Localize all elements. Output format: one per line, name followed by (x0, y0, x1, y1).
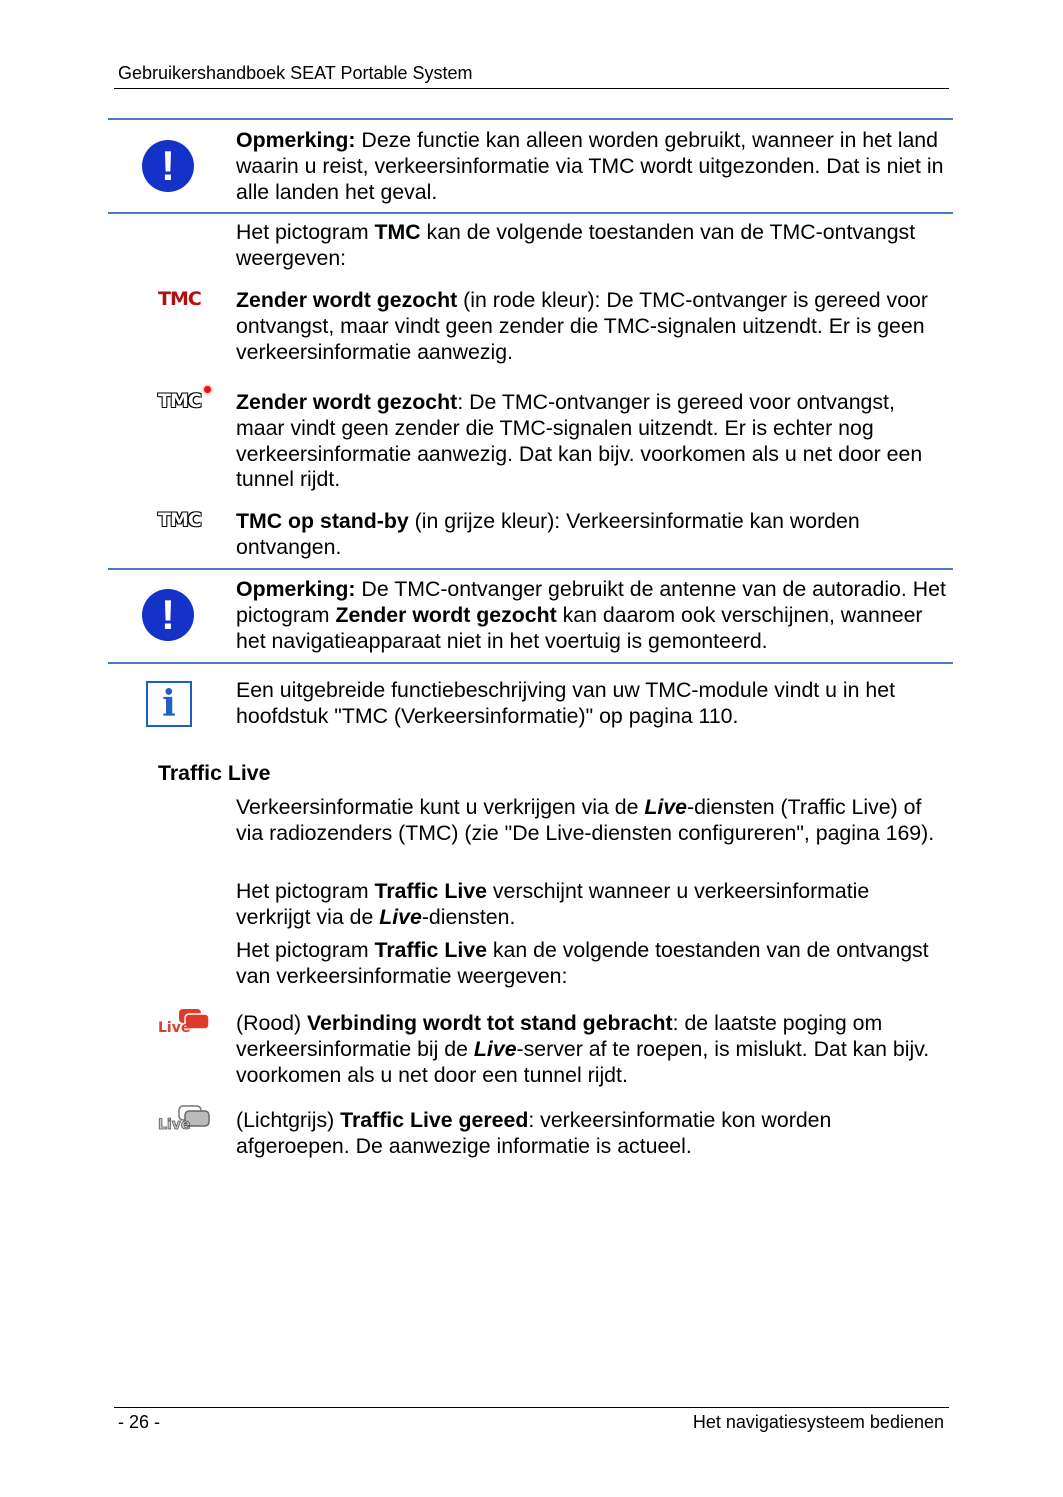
tmc-state-item: TMC op stand-by (in grijze kleur): Verkeersinformatie kan worden ontvangen. (236, 509, 860, 559)
traffic-live-red-icon (157, 1007, 211, 1040)
running-header: Gebruikershandboek SEAT Portable System (118, 63, 473, 83)
footer-section: Het navigatiesysteem bedienen (692, 1412, 944, 1432)
note-rule (108, 118, 953, 120)
note-rule (108, 568, 953, 570)
note-rule (108, 212, 953, 214)
exclamation-icon: ! (142, 589, 194, 641)
red-dot-icon (204, 386, 211, 393)
note-rule (108, 662, 953, 664)
note-text: Deze functie kan alleen worden gebruikt, wanneer in het land waarin u reist, verkeersinformatie via TMC wordt uitgezonden. Dat is niet in alle landen het geval. (236, 128, 944, 204)
note-paragraph (236, 128, 948, 205)
traffic-live-grey-icon (157, 1104, 211, 1137)
tmc-red-icon: TMC (158, 288, 201, 310)
note-paragraph: Opmerking: De TMC-ontvanger gebruikt de antenne van de autoradio. Het pictogram Zender wordt gezocht kan daarom ook verschijnen, wanneer het navigatieapparaat niet in het voertuig is gemonteerd. (236, 577, 946, 653)
tmc-searching-icon: TMC (158, 390, 201, 412)
tmc-state-item: Zender wordt gezocht (in rode kleur): De TMC-ontvanger is gereed voor ontvangst, maar vindt geen zender die TMC-signalen uitzendt. Er is geen verkeersinformatie aanwezig. (236, 288, 928, 364)
info-icon: i (146, 681, 192, 727)
exclamation-icon: ! (142, 140, 194, 192)
svg-text:Live: Live (158, 1117, 191, 1132)
tmc-standby-icon: TMC (158, 509, 201, 531)
section-heading: Traffic Live (158, 761, 271, 785)
traffic-live-state-item: (Lichtgrijs) Traffic Live gereed: verkeersinformatie kon worden afgeroepen. De aanwezige informatie is actueel. (236, 1108, 832, 1158)
paragraph: Het pictogram Traffic Live verschijnt wanneer u verkeersinformatie verkrijgt via de Live-diensten. (236, 879, 870, 929)
paragraph: Het pictogram Traffic Live kan de volgende toestanden van de ontvangst van verkeersinformatie weergeven: (236, 938, 929, 988)
svg-text:Live: Live (158, 1020, 191, 1035)
footer-rule (114, 1407, 949, 1408)
paragraph: Verkeersinformatie kunt u verkrijgen via de Live-diensten (Traffic Live) of via radiozenders (TMC) (zie "De Live-diensten configureren", pagina 169). (236, 795, 935, 845)
traffic-live-state-item: (Rood) Verbinding wordt tot stand gebracht: de laatste poging om verkeersinformatie bij de Live-server af te roepen, is mislukt. Dat kan bijv. voorkomen als u net door een tunnel rijdt. (236, 1011, 930, 1087)
page-number: - 26 - (118, 1412, 161, 1432)
note-label: Opmerking: (236, 128, 356, 152)
info-paragraph: Een uitgebreide functiebeschrijving van uw TMC-module vindt u in het hoofdstuk "TMC (Verkeersinformatie)" op pagina 110. (236, 678, 895, 728)
tmc-state-item: Zender wordt gezocht: De TMC-ontvanger is gereed voor ontvangst, maar vindt geen zender die TMC-signalen uitzendt. Er is echter nog verkeersinformatie aanwezig. Dat kan bijv. voorkomen als u net door een tunnel rijdt. (236, 390, 923, 492)
tmc-intro: Het pictogram TMC kan de volgende toestanden van de TMC-ontvangst weergeven: (236, 220, 916, 270)
header-rule (114, 88, 949, 89)
